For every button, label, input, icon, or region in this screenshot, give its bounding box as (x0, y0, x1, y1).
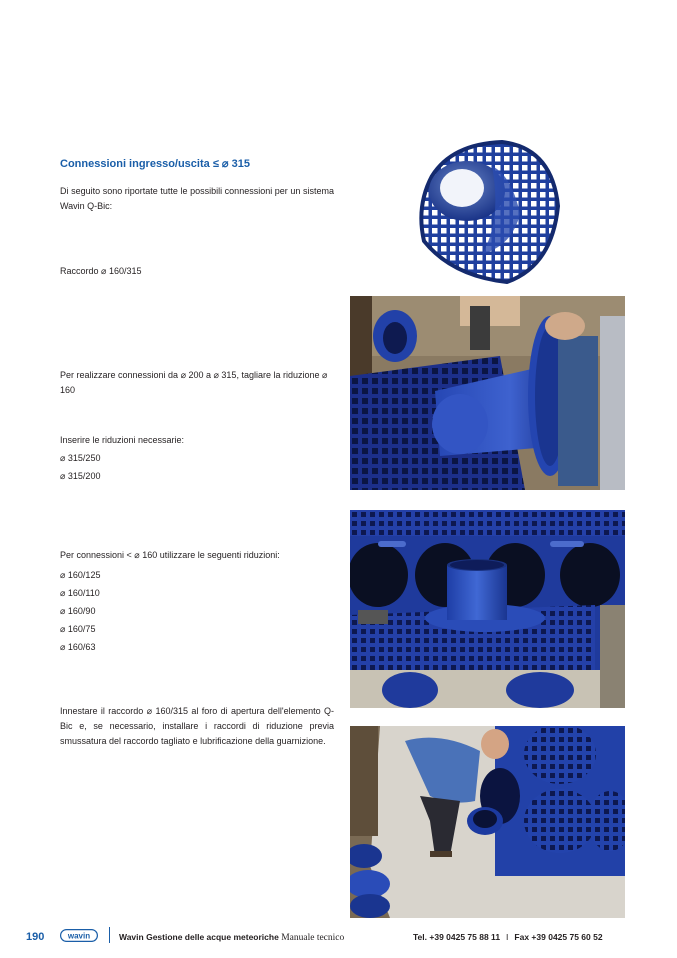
footer-separator: I (506, 932, 509, 942)
intro-text: Di seguito sono riportate tutte le possibili connessioni per un sistema Wavin Q-Bic: (60, 186, 334, 211)
list-item: ⌀ 315/200 (60, 471, 101, 481)
footer-contact (413, 932, 603, 942)
list-item: ⌀ 160/110 (60, 588, 100, 598)
list-item: ⌀ 160/75 (60, 624, 96, 634)
list-item: ⌀ 160/90 (60, 606, 96, 616)
reduction-instruction: Per realizzare connessioni da ⌀ 200 a ⌀ 315, tagliare la riduzione ⌀ 160 (60, 370, 328, 395)
insert-reduction-list (60, 449, 100, 485)
reduction-installed-photo (350, 510, 625, 708)
footer-tel: Tel. +39 0425 75 88 11 (413, 932, 501, 942)
footer-title-bold: Wavin Gestione delle acque meteoriche (119, 932, 279, 942)
small-connections-instruction: Per connessioni < ⌀ 160 utilizzare le seguenti riduzioni: (60, 550, 280, 560)
small-reduction-list (60, 566, 100, 656)
raccordo-fitting-photo (412, 136, 562, 286)
list-item: ⌀ 315/250 (60, 453, 101, 463)
worker-inserting-fitting-photo (350, 726, 625, 918)
wavin-logo (60, 929, 98, 942)
logo-text: wavin (67, 931, 91, 941)
insert-instruction: Inserire le riduzioni necessarie: (60, 435, 185, 445)
page-number: 190 (26, 931, 45, 943)
raccordo-label: Raccordo ⌀ 160/315 (60, 266, 142, 276)
footer-title (119, 932, 344, 943)
footer-fax: Fax +39 0425 75 60 52 (514, 932, 603, 942)
list-item: ⌀ 160/63 (60, 642, 96, 652)
mount-instruction: Innestare il raccordo ⌀ 160/315 al foro di apertura dell'elemento Q-Bic e, se necessario, installare i raccordi di riduzione previa smussatura del raccordo tagliato e lubrificazione della guarnizione. (60, 706, 334, 746)
section-heading: Connessioni ingresso/uscita ≤ ⌀ 315 (60, 158, 250, 170)
list-item: ⌀ 160/125 (60, 570, 101, 580)
footer-divider (109, 927, 110, 943)
footer-title-sub: Manuale tecnico (281, 933, 345, 943)
cutting-reduction-photo (350, 296, 625, 490)
